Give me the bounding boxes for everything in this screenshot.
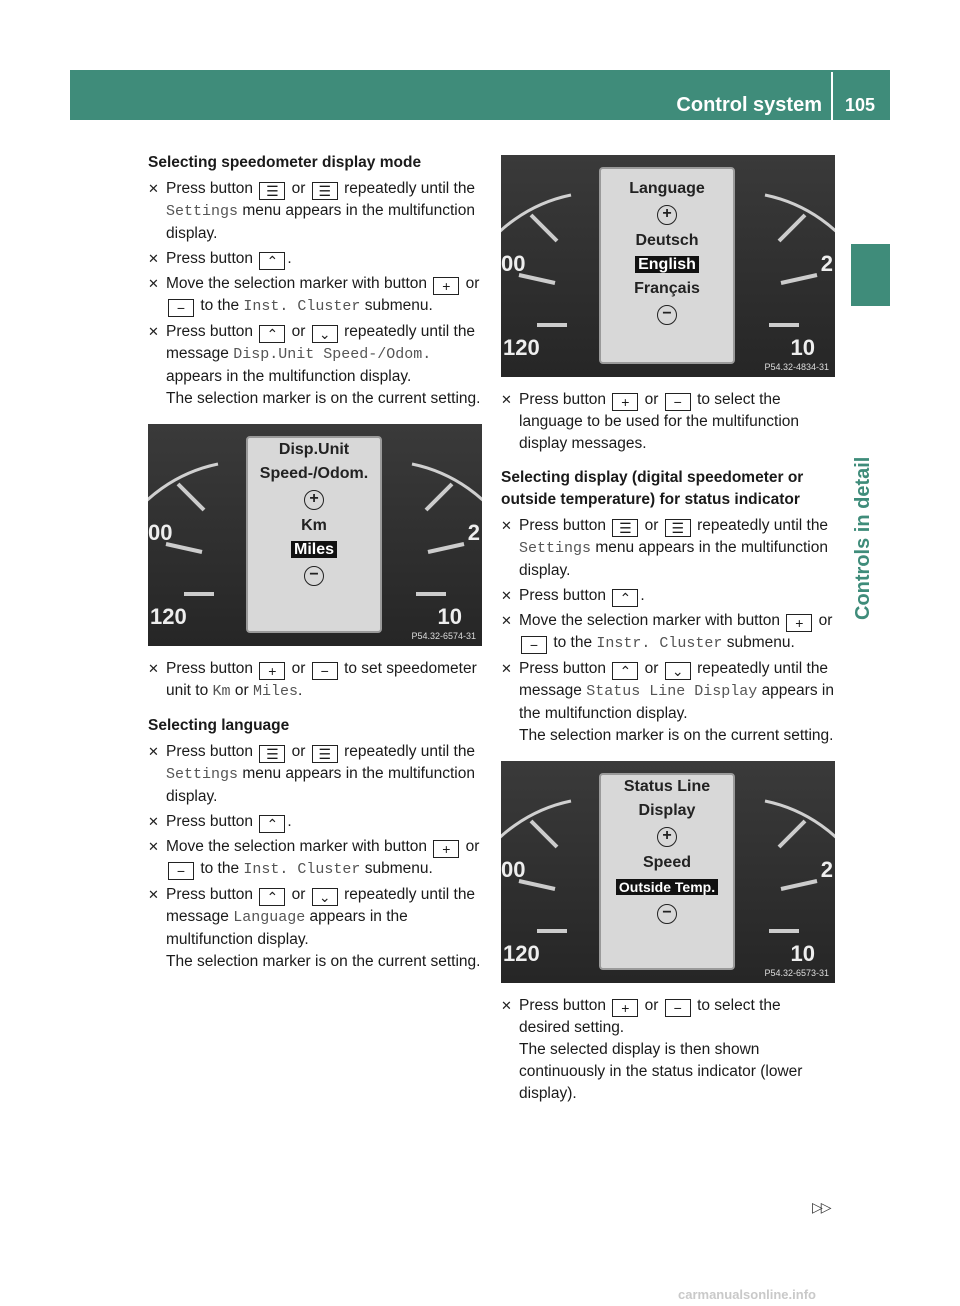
- plus-circle-icon: +: [657, 205, 677, 225]
- screen-option: Speed: [642, 854, 691, 871]
- step-text: menu appears in the multifunction display.: [519, 539, 828, 579]
- step-text: Press button: [166, 886, 254, 903]
- plus-button-icon: +: [612, 999, 638, 1017]
- left-ticks: [519, 215, 567, 325]
- gauge-label: 120: [503, 941, 540, 966]
- figure-language-display: [501, 155, 835, 377]
- step: [148, 273, 482, 318]
- menu-left-button-icon: ☰: [259, 745, 285, 763]
- step-text: repeatedly until the: [344, 743, 476, 760]
- step-text: or: [291, 180, 306, 197]
- screen-line: Speed-/Odom.: [259, 465, 369, 482]
- step-text: menu appears in the multifunction display.: [166, 202, 475, 242]
- step-text: appears in the multifunction display.: [519, 682, 834, 722]
- step-text: to the: [553, 634, 593, 651]
- step-arrow-icon: ✕: [148, 839, 159, 854]
- step-arrow-icon: ✕: [501, 588, 512, 603]
- step-text: Press button: [166, 323, 254, 340]
- right-ticks: [416, 484, 464, 594]
- step-arrow-icon: ✕: [501, 661, 512, 676]
- step: [501, 585, 835, 607]
- display-screen: [246, 436, 382, 633]
- section-heading-status: Selecting display (digital speedometer or outside temperature) for status indicator: [501, 469, 804, 508]
- plus-circle-icon: +: [304, 490, 324, 510]
- display-text: Inst. Cluster: [243, 861, 361, 878]
- down-button-icon: ⌄: [312, 325, 338, 343]
- minus-button-icon: −: [665, 393, 691, 411]
- display-text: Inst. Cluster: [243, 298, 361, 315]
- header-separator: [831, 72, 833, 120]
- menu-right-button-icon: ☰: [312, 182, 338, 200]
- page-number: 105: [845, 95, 876, 115]
- minus-circle-icon: −: [657, 904, 677, 924]
- screen-option-selected: English: [635, 256, 699, 273]
- step: [501, 995, 835, 1105]
- section-heading-speedometer: Selecting speedometer display mode: [148, 154, 422, 171]
- step-text: appears in the multifunction display.: [166, 908, 408, 948]
- screen-option: Deutsch: [635, 232, 699, 249]
- figure-code: P54.32-6573-31: [764, 968, 829, 978]
- gauge-label: 00: [501, 857, 526, 882]
- step-text: The selection marker is on the current setting.: [166, 953, 481, 970]
- step-arrow-icon: ✕: [148, 251, 159, 266]
- plus-button-icon: +: [786, 614, 812, 632]
- step-text: .: [287, 813, 292, 830]
- step-text: Press button: [166, 813, 254, 830]
- step-text: appears in the multifunction display.: [166, 368, 412, 385]
- step-text: Move the selection marker with button: [519, 612, 781, 629]
- step-text: repeatedly until the: [697, 517, 829, 534]
- step-arrow-icon: ✕: [501, 392, 512, 407]
- display-text: Settings: [166, 203, 239, 220]
- step-text: or: [291, 886, 306, 903]
- step: [148, 811, 482, 833]
- step-text: .: [298, 682, 303, 699]
- plus-button-icon: +: [433, 840, 459, 858]
- step-text: Press button: [166, 250, 254, 267]
- figure-status-display: [501, 761, 835, 983]
- step-text: to the: [200, 860, 240, 877]
- step-text: to the: [200, 297, 240, 314]
- step-text: The selected display is then shown continuously in the status indicator (lower display).: [519, 1041, 803, 1102]
- watermark: carmanualsonline.info: [678, 1287, 816, 1302]
- minus-button-icon: −: [168, 299, 194, 317]
- step-text: Press button: [519, 517, 607, 534]
- plus-button-icon: +: [259, 662, 285, 680]
- step-arrow-icon: ✕: [148, 181, 159, 196]
- step: [501, 515, 835, 582]
- step-text: Press button: [166, 180, 254, 197]
- step: [148, 248, 482, 270]
- figure-code: P54.32-4834-31: [764, 362, 829, 372]
- minus-button-icon: −: [521, 636, 547, 654]
- step-text: to select the desired setting.: [519, 997, 781, 1036]
- plus-circle-icon: +: [657, 827, 677, 847]
- step-text: repeatedly until the message: [166, 323, 476, 362]
- step-text: Press button: [166, 743, 254, 760]
- gauge-label: 2: [820, 251, 833, 276]
- down-button-icon: ⌄: [665, 662, 691, 680]
- step-text: repeatedly until the message: [519, 660, 829, 699]
- step-text: Move the selection marker with button: [166, 838, 428, 855]
- header-title: Control system: [676, 94, 822, 116]
- screen-option-selected: Miles: [291, 541, 337, 558]
- step-text: to set speedometer unit to: [166, 660, 477, 699]
- step-text: or: [644, 660, 659, 677]
- display-text: Status Line Display: [586, 683, 758, 700]
- screen-line: Status Line: [623, 778, 711, 795]
- step-text: The selection marker is on the current setting.: [519, 727, 834, 744]
- minus-button-icon: −: [312, 662, 338, 680]
- up-button-icon: ⌃: [259, 252, 285, 270]
- side-label: [852, 456, 888, 620]
- screen-line: Disp.Unit: [278, 441, 350, 458]
- display-text: Miles: [252, 683, 298, 700]
- gauge-label: 2: [820, 857, 833, 882]
- down-button-icon: ⌄: [312, 888, 338, 906]
- display-text: Language: [233, 909, 306, 926]
- step-text: or: [291, 660, 306, 677]
- step-text: submenu.: [364, 860, 433, 877]
- step-text: to select the language to be used for the multifunction display messages.: [519, 391, 800, 452]
- step-text: or: [818, 612, 833, 629]
- step: [148, 321, 482, 410]
- step: [148, 741, 482, 808]
- screen-option-selected: Outside Temp.: [616, 879, 718, 895]
- step: [148, 884, 482, 973]
- figure-speedometer-display: [148, 424, 482, 646]
- step-text: or: [465, 838, 480, 855]
- minus-circle-icon: −: [304, 566, 324, 586]
- up-button-icon: ⌃: [259, 815, 285, 833]
- right-ticks: [769, 215, 817, 325]
- step-text: .: [287, 250, 292, 267]
- step-text: or: [644, 517, 659, 534]
- step: [501, 658, 835, 747]
- step-text: repeatedly until the message: [166, 886, 476, 925]
- gauge-label: 2: [467, 520, 480, 545]
- step-text: Press button: [519, 660, 607, 677]
- right-ticks: [769, 821, 817, 931]
- plus-button-icon: +: [612, 393, 638, 411]
- step-arrow-icon: ✕: [501, 613, 512, 628]
- step-arrow-icon: ✕: [148, 661, 159, 676]
- step-arrow-icon: ✕: [148, 887, 159, 902]
- step-text: The selection marker is on the current setting.: [166, 390, 481, 407]
- step: [148, 836, 482, 881]
- step: [501, 389, 835, 455]
- gauge-label: 10: [790, 335, 815, 360]
- menu-left-button-icon: ☰: [612, 519, 638, 537]
- step-text: menu appears in the multifunction display.: [166, 765, 475, 805]
- up-button-icon: ⌃: [612, 662, 638, 680]
- step: [501, 610, 835, 655]
- screen-line: Display: [638, 802, 696, 819]
- step-text: or: [234, 682, 249, 699]
- step-text: or: [291, 743, 306, 760]
- left-column: [148, 152, 482, 976]
- display-text: Settings: [519, 540, 592, 557]
- display-text: Disp.Unit Speed-/Odom.: [233, 346, 432, 363]
- step-arrow-icon: ✕: [501, 998, 512, 1013]
- step-text: or: [291, 323, 306, 340]
- right-column: [501, 155, 835, 1108]
- step-text: .: [640, 587, 645, 604]
- step-text: or: [644, 997, 659, 1014]
- display-text: Km: [212, 683, 231, 700]
- step-arrow-icon: ✕: [148, 814, 159, 829]
- step-arrow-icon: ✕: [148, 276, 159, 291]
- step-text: Press button: [166, 660, 254, 677]
- minus-button-icon: −: [168, 862, 194, 880]
- left-ticks: [166, 484, 214, 594]
- step-text: Press button: [519, 997, 607, 1014]
- step-text: submenu.: [726, 634, 795, 651]
- screen-line: Language: [629, 180, 705, 197]
- step-arrow-icon: ✕: [501, 518, 512, 533]
- gauge-label: 120: [150, 604, 187, 629]
- screen-option: Km: [301, 517, 327, 534]
- step-text: Move the selection marker with button: [166, 275, 428, 292]
- gauge-label: 00: [148, 520, 173, 545]
- display-text: Settings: [166, 766, 239, 783]
- display-screen: [599, 167, 735, 364]
- up-button-icon: ⌃: [259, 888, 285, 906]
- gauge-label: 10: [790, 941, 815, 966]
- display-screen: [599, 773, 735, 970]
- screen-option: Français: [634, 280, 700, 297]
- gauge-label: 120: [503, 335, 540, 360]
- up-button-icon: ⌃: [259, 325, 285, 343]
- continue-arrows-icon: ▷▷: [812, 1199, 830, 1215]
- menu-right-button-icon: ☰: [665, 519, 691, 537]
- step-text: or: [465, 275, 480, 292]
- menu-right-button-icon: ☰: [312, 745, 338, 763]
- step: [148, 658, 482, 703]
- step-arrow-icon: ✕: [148, 744, 159, 759]
- display-text: Instr. Cluster: [596, 635, 723, 652]
- menu-left-button-icon: ☰: [259, 182, 285, 200]
- side-label-text: Controls in detail: [852, 456, 874, 620]
- up-button-icon: ⌃: [612, 589, 638, 607]
- step-text: or: [644, 391, 659, 408]
- step-text: repeatedly until the: [344, 180, 476, 197]
- minus-circle-icon: −: [657, 305, 677, 325]
- step-text: submenu.: [364, 297, 433, 314]
- step-text: Press button: [519, 391, 607, 408]
- section-heading-language: Selecting language: [148, 717, 290, 734]
- minus-button-icon: −: [665, 999, 691, 1017]
- gauge-label: 10: [437, 604, 462, 629]
- step-arrow-icon: ✕: [148, 324, 159, 339]
- step-text: Press button: [519, 587, 607, 604]
- gauge-label: 00: [501, 251, 526, 276]
- step: [148, 178, 482, 245]
- side-tab: [851, 244, 890, 306]
- left-ticks: [519, 821, 567, 931]
- figure-code: P54.32-6574-31: [411, 631, 476, 641]
- plus-button-icon: +: [433, 277, 459, 295]
